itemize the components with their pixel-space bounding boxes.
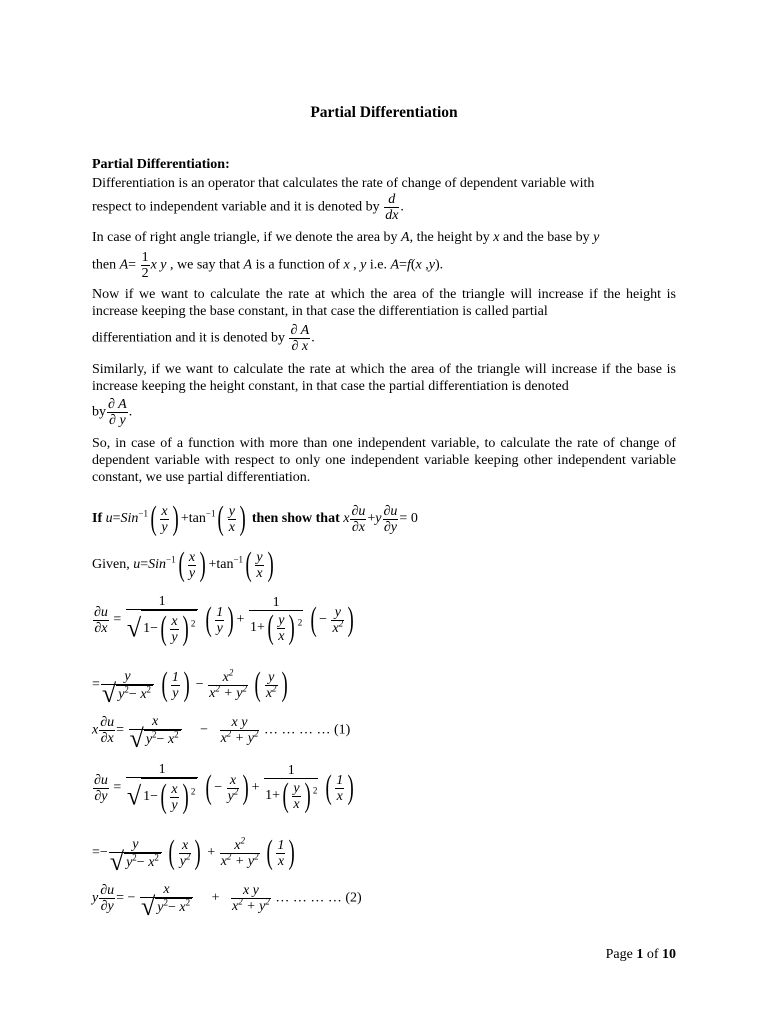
paragraph-6: So, in case of a function with more than one independent variable, to calculate the rate of change of dependent variable with respect to only one independent variable keeping other independent variable constant, we use partial differentiation.	[92, 436, 676, 485]
equation-2-number: … … … … (2)	[275, 890, 362, 906]
paragraph-5: Similarly, if we want to calculate the rate at which the area of the triangle will increase if the base is increase keeping the height constant, in that case the partial differentiation is denoted	[92, 362, 676, 394]
half-fraction: $\frac{1}{2}$	[141, 250, 149, 281]
equation-1: x $\frac{\partial u}{\partial x}$ = $\frac{x}{√ y^2- x^2}$ − $\frac{\text{x y}}{x^2 + y^2}$ … … … … (1)	[92, 714, 351, 753]
partial-a-x-fraction: $\frac{\partial A}{\partial x}$	[290, 323, 310, 354]
document-page	[92, 0, 676, 1024]
paragraph-1b: respect to independent variable and it is denoted by $\frac{d}{dx}$ .	[92, 192, 404, 223]
du-dx-step-2: = $\frac{y}{√ y^2- x^2}$ ( $\frac{1}{y}$ ) − $\frac{x^2}{x^2 + y^2}$ ( $\frac{y}{x^2}$ )	[92, 666, 288, 708]
paragraph-4b: differentiation and it is denoted by $\frac{\partial A}{\partial x}$ .	[92, 323, 315, 354]
paragraph-4: Now if we want to calculate the rate at which the area of the triangle will increase if the height is increase keeping the base constant, in that case the differentiation is called partial	[92, 287, 676, 319]
du-dx-step-1: $\frac{\partial u}{\partial x}$ = 1 √ 1−( $\frac{x}{y}$ ) $^2$ ( $\frac{1}{y}$ ) + 1 1+( $\frac{y}{x}$ ) $^2$ ( − $\frac{y}{x^2}$ )	[94, 594, 354, 647]
d-dx-fraction: $\frac{d}{dx}$	[385, 192, 399, 223]
page-footer: Page 1 of 10	[605, 947, 676, 962]
du-dy-step-2: =− $\frac{y}{√ y^2- x^2}$ ( $\frac{x}{y^2}$ ) + $\frac{x^2}{x^2 + y^2}$ ( $\frac{1}{x}$ )	[92, 834, 296, 876]
equation-1-number: … … … … (1)	[263, 722, 351, 738]
paragraph-3: then A= $\frac{1}{2}$ x y , we say that A is a function of x , y i.e. A=f(x ,y).	[92, 250, 444, 281]
du-dy-step-1: $\frac{\partial u}{\partial y}$ = 1 √ 1−( $\frac{x}{y}$ ) $^2$ ( − $\frac{x}{y^2}$ ) + 1 1+( $\frac{y}{x}$ ) $^2$ ( $\frac{1}{x}$ )	[94, 762, 354, 815]
paragraph-1: Differentiation is an operator that calculates the rate of change of dependent variable with	[92, 176, 595, 191]
given-line: Given, u=Sin$^{-1}$( $\frac{x}{y}$ ) $+\tan^{-1}$( $\frac{y}{x}$ )	[92, 546, 274, 583]
partial-a-y-fraction: $\frac{\partial A}{\partial y}$	[108, 397, 127, 428]
equation-2: y $\frac{\partial u}{\partial y}$ = − $\frac{x}{√ y^2- x^2}$ + $\frac{\text{x y}}{x^2 + y^2}$ … … … … (2)	[92, 882, 362, 921]
paragraph-5b: by $\frac{\partial A}{\partial y}$ .	[92, 397, 133, 428]
problem-statement: If u=Sin$^{-1}$( $\frac{x}{y}$ ) $+\tan^{-1}$( $\frac{y}{x}$ ) then show that x $\frac{\partial u}{\partial x}$ +y $\frac{\partial u}{\partial y}$ = 0	[92, 500, 418, 537]
page-title: Partial Differentiation	[310, 104, 458, 121]
section-heading: Partial Differentiation:	[92, 157, 230, 172]
paragraph-2: In case of right angle triangle, if we denote the area by A, the height by x and the base by y	[92, 230, 600, 245]
